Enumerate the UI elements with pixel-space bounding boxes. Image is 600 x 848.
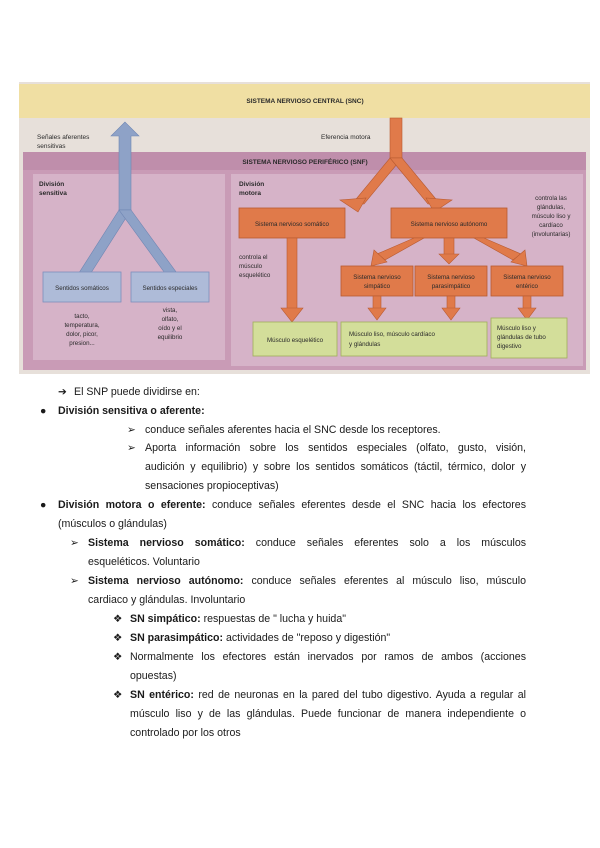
especiales-desc-3: oído y el (158, 325, 182, 332)
diamond-bullet-icon: ❖ (113, 632, 123, 644)
simpatico-box (341, 266, 413, 296)
simpatico-line (130, 613, 346, 626)
parasimpatico-label-2: parasimpático (431, 283, 471, 290)
enterico-line-1 (130, 689, 526, 702)
division-motora-label: División (239, 181, 265, 188)
enterico-box (491, 266, 563, 296)
division-sensitiva-label: División (39, 181, 65, 188)
sentidos-somaticos-label: Sentidos somáticos (55, 285, 109, 292)
dot-bullet-icon: ● (40, 499, 47, 511)
sensitiva-title: División sensitiva o aferente: (58, 405, 205, 417)
musculo-liso-box (341, 322, 487, 356)
snp-label: SISTEMA NERVIOSO PERIFÉRICO (SNF) (242, 159, 368, 166)
controla-glandulas-1: controla las (535, 195, 567, 202)
nervous-system-diagram (19, 82, 590, 374)
controla-glandulas-2: glándulas, (536, 204, 566, 211)
simpatico-desc: respuestas de " lucha y huida" (200, 613, 346, 625)
simpatico-label-1: Sistema nervioso (353, 274, 401, 281)
controla-glandulas-4: cardíaco (539, 222, 563, 229)
somaticos-desc-2: temperatura, (64, 322, 100, 329)
sensitiva-item-2-line-3: sensaciones propioceptivas) (145, 480, 279, 492)
simpatico-title: SN simpático: (130, 613, 201, 625)
especiales-desc-2: olfato, (161, 316, 179, 323)
somatico-desc-b: esqueléticos. Voluntario (88, 556, 200, 568)
diamond-bullet-icon: ❖ (113, 651, 123, 663)
sn-somatico-label: Sistema nervioso somático (255, 221, 329, 228)
controla-musculo-3: esquelético (239, 272, 271, 279)
musculo-liso-tubo-3: digestivo (497, 343, 522, 350)
enterico-title: SN entérico: (130, 689, 194, 701)
musculo-liso-tubo-1: Músculo liso y (497, 325, 536, 332)
enterico-desc-a: red de neuronas en la pared del tubo digestivo. Ayuda a regular al (193, 689, 526, 701)
musculo-liso-tubo-2: glándulas de tubo (497, 334, 546, 341)
normal-line-1: Normalmente los efectores están inervados por ramos de ambos (acciones (130, 651, 526, 663)
somaticos-desc-4: presion... (69, 340, 95, 347)
eferencia-label: Eferencia motora (321, 134, 371, 141)
division-sensitiva-label-2: sensitiva (39, 190, 67, 197)
enterico-line-3: controlado por los otros (130, 727, 241, 739)
motora-line-1 (58, 499, 526, 512)
aferentes-label: Señales aferentes (37, 134, 90, 141)
especiales-desc-4: equilibrio (157, 334, 183, 341)
autonomo-line-1 (88, 575, 526, 588)
controla-musculo-2: músculo (239, 263, 263, 270)
autonomo-desc-a: conduce señales eferentes al músculo liso, músculo (243, 575, 526, 587)
triangle-bullet-icon: ➢ (70, 537, 79, 549)
diamond-bullet-icon: ❖ (113, 689, 123, 701)
somatico-desc-a: conduce señales eferentes solo a los músculos (244, 537, 527, 549)
controla-musculo-1: controla el (239, 254, 268, 261)
somaticos-desc-1: tacto, (74, 313, 90, 320)
musculo-liso-label-1: Músculo liso, músculo cardíaco (349, 331, 435, 338)
division-motora-label-2: motora (239, 190, 262, 197)
sensitiva-item-1: conduce señales aferentes hacia el SNC desde los receptores. (145, 424, 441, 436)
simpatico-label-2: simpático (363, 283, 391, 290)
musculo-liso-label-2: y glándulas (349, 341, 381, 348)
enterico-line-2: músculo liso y de las glándulas. Puede funcionar de manera independiente o (130, 708, 526, 720)
autonomo-title: Sistema nervioso autónomo: (88, 575, 244, 587)
arrow-bullet-icon: ➔ (58, 386, 67, 398)
parasimpatico-desc: actividades de "reposo y digestión" (223, 632, 391, 644)
aferentes-label-2: sensitivas (37, 143, 66, 150)
parasimpatico-label-1: Sistema nervioso (427, 274, 475, 281)
enterico-label-1: Sistema nervioso (503, 274, 551, 281)
triangle-bullet-icon: ➢ (70, 575, 79, 587)
autonomo-desc-b: cardiaco y glándulas. Involuntario (88, 594, 246, 606)
parasimpatico-title: SN parasimpático: (130, 632, 224, 644)
motora-desc-a: conduce señales eferentes desde el SNC hacia los efectores (205, 499, 526, 511)
parasimpatico-box (415, 266, 487, 296)
intro-text: El SNP puede dividirse en: (74, 386, 200, 398)
musculo-esqueletico-label: Músculo esquelético (266, 337, 324, 344)
sensitiva-item-2-line-2: audición y equilibrio) y sobre los sentidos somáticos (táctil, térmico, dolor y (145, 461, 526, 473)
motora-title: División motora o eferente: (58, 499, 206, 511)
dot-bullet-icon: ● (40, 405, 47, 417)
somatico-title: Sistema nervioso somático: (88, 537, 245, 549)
triangle-bullet-icon: ➢ (127, 424, 136, 436)
sn-autonomo-label: Sistema nervioso autónomo (410, 221, 488, 228)
somatico-line-1 (88, 537, 526, 550)
enterico-label-2: entérico (515, 283, 539, 290)
controla-glandulas-3: músculo liso y (531, 213, 571, 220)
motora-desc-b: (músculos o glándulas) (58, 518, 167, 530)
snc-label: SISTEMA NERVIOSO CENTRAL (SNC) (246, 98, 364, 105)
sensitiva-item-2-line-1: Aporta información sobre los sentidos especiales (olfato, gusto, visión, (145, 442, 526, 454)
triangle-bullet-icon: ➢ (127, 442, 136, 454)
normal-line-2: opuestas) (130, 670, 177, 682)
controla-glandulas-5: (involuntarias) (531, 231, 571, 238)
sentidos-especiales-label: Sentidos especiales (142, 285, 198, 292)
somaticos-desc-3: dolor, picor, (66, 331, 98, 338)
parasimpatico-line (130, 632, 390, 645)
especiales-desc-1: vista, (162, 307, 178, 314)
diamond-bullet-icon: ❖ (113, 613, 123, 625)
